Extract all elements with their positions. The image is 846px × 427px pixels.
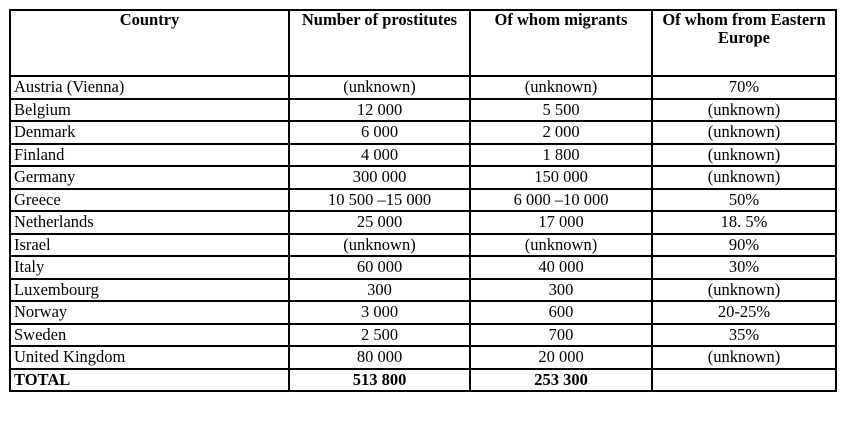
table-row <box>10 234 836 257</box>
table-row <box>10 189 836 212</box>
eastern-europe-cell: 50% <box>652 189 836 212</box>
migrants-cell: 300 <box>470 279 652 302</box>
total-row <box>10 369 836 392</box>
table-row <box>10 166 836 189</box>
country-cell: Italy <box>10 256 289 279</box>
eastern-europe-cell: 20-25% <box>652 301 836 324</box>
table-row <box>10 121 836 144</box>
prostitutes-cell: 300 000 <box>289 166 470 189</box>
country-cell: United Kingdom <box>10 346 289 369</box>
eastern-europe-cell: (unknown) <box>652 144 836 167</box>
migrants-cell: (unknown) <box>470 76 652 99</box>
country-cell: Finland <box>10 144 289 167</box>
migrants-cell: 2 000 <box>470 121 652 144</box>
table-row <box>10 346 836 369</box>
table-row <box>10 279 836 302</box>
eastern-europe-cell: 35% <box>652 324 836 347</box>
eastern-europe-cell: (unknown) <box>652 166 836 189</box>
prostitutes-cell: 10 500 –15 000 <box>289 189 470 212</box>
migrants-cell: 40 000 <box>470 256 652 279</box>
prostitutes-cell: 60 000 <box>289 256 470 279</box>
table-row <box>10 324 836 347</box>
country-cell: Sweden <box>10 324 289 347</box>
migrants-cell: 1 800 <box>470 144 652 167</box>
prostitutes-cell: 300 <box>289 279 470 302</box>
prostitutes-cell: (unknown) <box>289 76 470 99</box>
eastern-europe-cell: 30% <box>652 256 836 279</box>
migrants-cell: 150 000 <box>470 166 652 189</box>
prostitutes-cell: 80 000 <box>289 346 470 369</box>
eastern-europe-cell: (unknown) <box>652 121 836 144</box>
total-label-cell: TOTAL <box>10 369 289 392</box>
prostitution-statistics-table <box>9 9 837 392</box>
prostitutes-cell: 25 000 <box>289 211 470 234</box>
country-cell: Greece <box>10 189 289 212</box>
header-number-of-prostitutes: Number of prostitutes <box>289 10 470 76</box>
table-row <box>10 76 836 99</box>
eastern-europe-cell: (unknown) <box>652 99 836 122</box>
header-of-whom-eastern-europe: Of whom from Eastern Europe <box>652 10 836 76</box>
eastern-europe-cell: 70% <box>652 76 836 99</box>
country-cell: Norway <box>10 301 289 324</box>
header-of-whom-migrants: Of whom migrants <box>470 10 652 76</box>
total-prostitutes-cell: 513 800 <box>289 369 470 392</box>
migrants-cell: 20 000 <box>470 346 652 369</box>
migrants-cell: (unknown) <box>470 234 652 257</box>
prostitutes-cell: 6 000 <box>289 121 470 144</box>
country-cell: Denmark <box>10 121 289 144</box>
table-row <box>10 256 836 279</box>
eastern-europe-cell: 90% <box>652 234 836 257</box>
migrants-cell: 5 500 <box>470 99 652 122</box>
table-row <box>10 301 836 324</box>
table-row <box>10 144 836 167</box>
total-eastern-europe-cell <box>652 369 836 392</box>
country-cell: Luxembourg <box>10 279 289 302</box>
table-row <box>10 99 836 122</box>
total-migrants-cell: 253 300 <box>470 369 652 392</box>
eastern-europe-cell: (unknown) <box>652 346 836 369</box>
country-cell: Netherlands <box>10 211 289 234</box>
header-country: Country <box>10 10 289 76</box>
prostitutes-cell: 3 000 <box>289 301 470 324</box>
prostitutes-cell: (unknown) <box>289 234 470 257</box>
prostitutes-cell: 4 000 <box>289 144 470 167</box>
table-header-row <box>10 10 836 76</box>
country-cell: Germany <box>10 166 289 189</box>
prostitutes-cell: 2 500 <box>289 324 470 347</box>
prostitutes-cell: 12 000 <box>289 99 470 122</box>
country-cell: Israel <box>10 234 289 257</box>
eastern-europe-cell: 18. 5% <box>652 211 836 234</box>
migrants-cell: 17 000 <box>470 211 652 234</box>
migrants-cell: 600 <box>470 301 652 324</box>
migrants-cell: 700 <box>470 324 652 347</box>
migrants-cell: 6 000 –10 000 <box>470 189 652 212</box>
eastern-europe-cell: (unknown) <box>652 279 836 302</box>
country-cell: Austria (Vienna) <box>10 76 289 99</box>
table-row <box>10 211 836 234</box>
country-cell: Belgium <box>10 99 289 122</box>
